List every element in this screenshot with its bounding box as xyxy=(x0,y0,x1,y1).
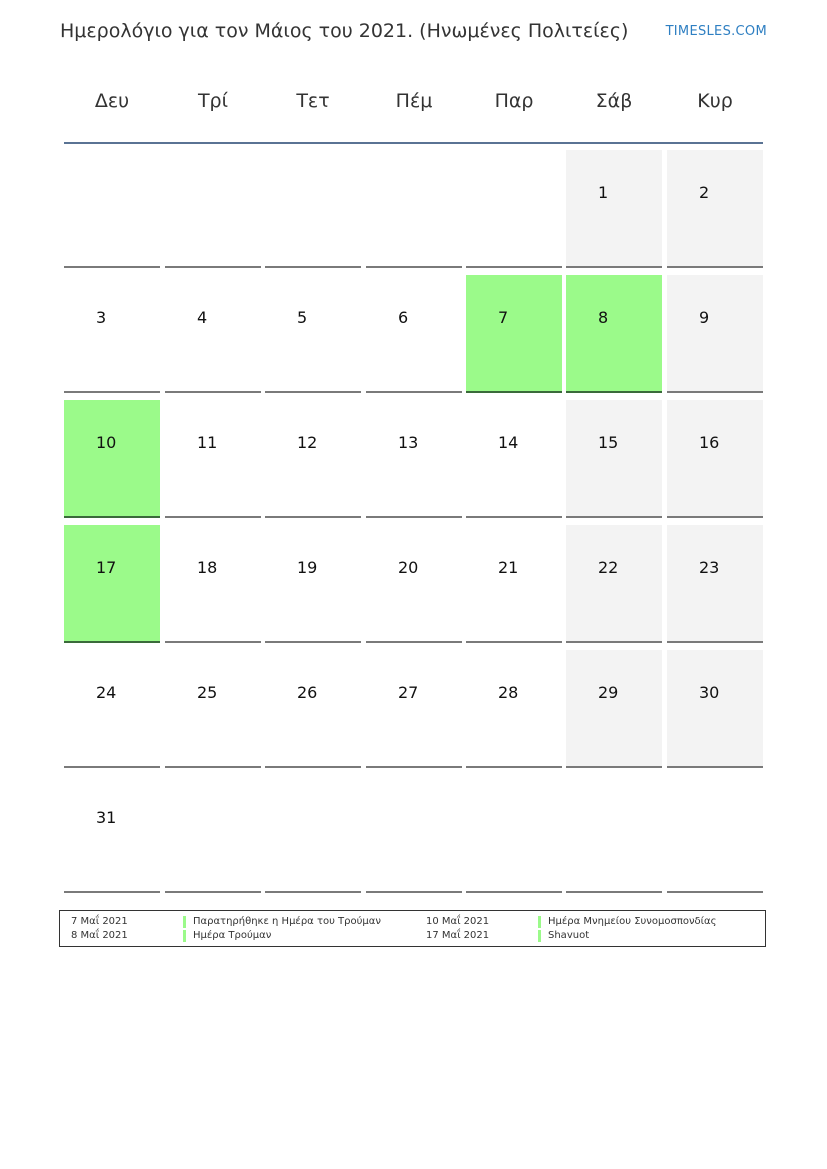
day-number: 11 xyxy=(197,433,218,452)
calendar-day-cell[interactable] xyxy=(466,275,562,393)
calendar-day-cell[interactable] xyxy=(64,400,160,518)
day-number: 20 xyxy=(398,558,419,577)
calendar-day-cell[interactable] xyxy=(566,650,662,768)
holiday-legend xyxy=(59,910,766,947)
calendar-day-cell[interactable] xyxy=(64,275,160,393)
calendar-day-cell[interactable] xyxy=(165,650,261,768)
calendar-day-cell[interactable] xyxy=(165,400,261,518)
legend-date: 7 Μαΐ 2021 xyxy=(71,916,128,927)
header-divider xyxy=(64,142,763,144)
day-number: 23 xyxy=(699,558,720,577)
day-number: 12 xyxy=(297,433,318,452)
day-number: 21 xyxy=(498,558,519,577)
calendar-day-cell[interactable] xyxy=(165,525,261,643)
day-number: 6 xyxy=(398,308,409,327)
day-number: 15 xyxy=(598,433,619,452)
calendar-empty-cell xyxy=(64,150,160,268)
weekday-mon: Δευ xyxy=(94,90,130,112)
calendar-day-cell[interactable] xyxy=(265,275,361,393)
day-number: 4 xyxy=(197,308,208,327)
weekday-sat: Σάβ xyxy=(595,90,633,112)
calendar-day-cell[interactable] xyxy=(667,275,763,393)
legend-holiday-name: Ημέρα Τρούμαν xyxy=(183,930,271,942)
weekday-tue: Τρί xyxy=(197,90,229,112)
calendar-empty-cell xyxy=(265,775,361,893)
day-number: 27 xyxy=(398,683,419,702)
legend-holiday-name: Shavuot xyxy=(538,930,589,942)
day-number: 22 xyxy=(598,558,619,577)
day-number: 14 xyxy=(498,433,519,452)
calendar-empty-cell xyxy=(466,775,562,893)
calendar-day-cell[interactable] xyxy=(165,275,261,393)
weekday-header-row xyxy=(60,90,767,120)
calendar-day-cell[interactable] xyxy=(366,650,462,768)
day-number: 13 xyxy=(398,433,419,452)
legend-date: 10 Μαΐ 2021 xyxy=(426,916,490,927)
day-number: 9 xyxy=(699,308,710,327)
calendar-day-cell[interactable] xyxy=(265,525,361,643)
calendar-day-cell[interactable] xyxy=(366,275,462,393)
weekday-fri: Παρ xyxy=(494,90,534,112)
calendar-day-cell[interactable] xyxy=(366,400,462,518)
calendar-day-cell[interactable] xyxy=(64,525,160,643)
brand-link[interactable]: TIMESLES.COM xyxy=(665,24,767,39)
legend-date: 8 Μαΐ 2021 xyxy=(71,930,128,941)
calendar-empty-cell xyxy=(667,775,763,893)
day-number: 1 xyxy=(598,183,609,202)
calendar-day-cell[interactable] xyxy=(566,525,662,643)
weekday-thu: Πέμ xyxy=(395,90,433,112)
day-number: 8 xyxy=(598,308,609,327)
day-number: 3 xyxy=(96,308,107,327)
day-number: 19 xyxy=(297,558,318,577)
day-number: 29 xyxy=(598,683,619,702)
legend-holiday-name: Ημέρα Μνημείου Συνομοσπονδίας xyxy=(538,916,717,928)
calendar-empty-cell xyxy=(265,150,361,268)
day-number: 31 xyxy=(96,808,117,827)
day-number: 5 xyxy=(297,308,308,327)
day-number: 28 xyxy=(498,683,519,702)
day-number: 18 xyxy=(197,558,218,577)
day-number: 2 xyxy=(699,183,710,202)
calendar-empty-cell xyxy=(466,150,562,268)
day-number: 24 xyxy=(96,683,117,702)
day-number: 30 xyxy=(699,683,720,702)
calendar-day-cell[interactable] xyxy=(466,650,562,768)
calendar-day-cell[interactable] xyxy=(64,650,160,768)
legend-date: 17 Μαΐ 2021 xyxy=(426,930,490,941)
calendar-day-cell[interactable] xyxy=(366,525,462,643)
calendar-empty-cell xyxy=(165,150,261,268)
calendar-empty-cell xyxy=(165,775,261,893)
day-number: 16 xyxy=(699,433,720,452)
day-number: 26 xyxy=(297,683,318,702)
calendar-day-cell[interactable] xyxy=(466,400,562,518)
day-number: 25 xyxy=(197,683,218,702)
day-number: 10 xyxy=(96,433,117,452)
page-title: Ημερολόγιο για τον Μάιος του 2021. (Ηνωμένες Πολιτείες) xyxy=(60,20,629,42)
calendar-day-cell[interactable] xyxy=(566,150,662,268)
calendar-day-cell[interactable] xyxy=(566,275,662,393)
calendar-empty-cell xyxy=(366,150,462,268)
day-number: 17 xyxy=(96,558,117,577)
calendar-day-cell[interactable] xyxy=(667,400,763,518)
calendar-day-cell[interactable] xyxy=(667,650,763,768)
calendar-empty-cell xyxy=(566,775,662,893)
calendar-empty-cell xyxy=(366,775,462,893)
calendar-day-cell[interactable] xyxy=(265,650,361,768)
day-number: 7 xyxy=(498,308,509,327)
calendar-day-cell[interactable] xyxy=(265,400,361,518)
calendar-day-cell[interactable] xyxy=(667,150,763,268)
calendar-day-cell[interactable] xyxy=(667,525,763,643)
calendar-day-cell[interactable] xyxy=(466,525,562,643)
calendar-day-cell[interactable] xyxy=(64,775,160,893)
calendar-day-cell[interactable] xyxy=(566,400,662,518)
weekday-wed: Τετ xyxy=(296,90,330,112)
legend-holiday-name: Παρατηρήθηκε η Ημέρα του Τρούμαν xyxy=(183,916,381,928)
weekday-sun: Κυρ xyxy=(697,90,733,112)
